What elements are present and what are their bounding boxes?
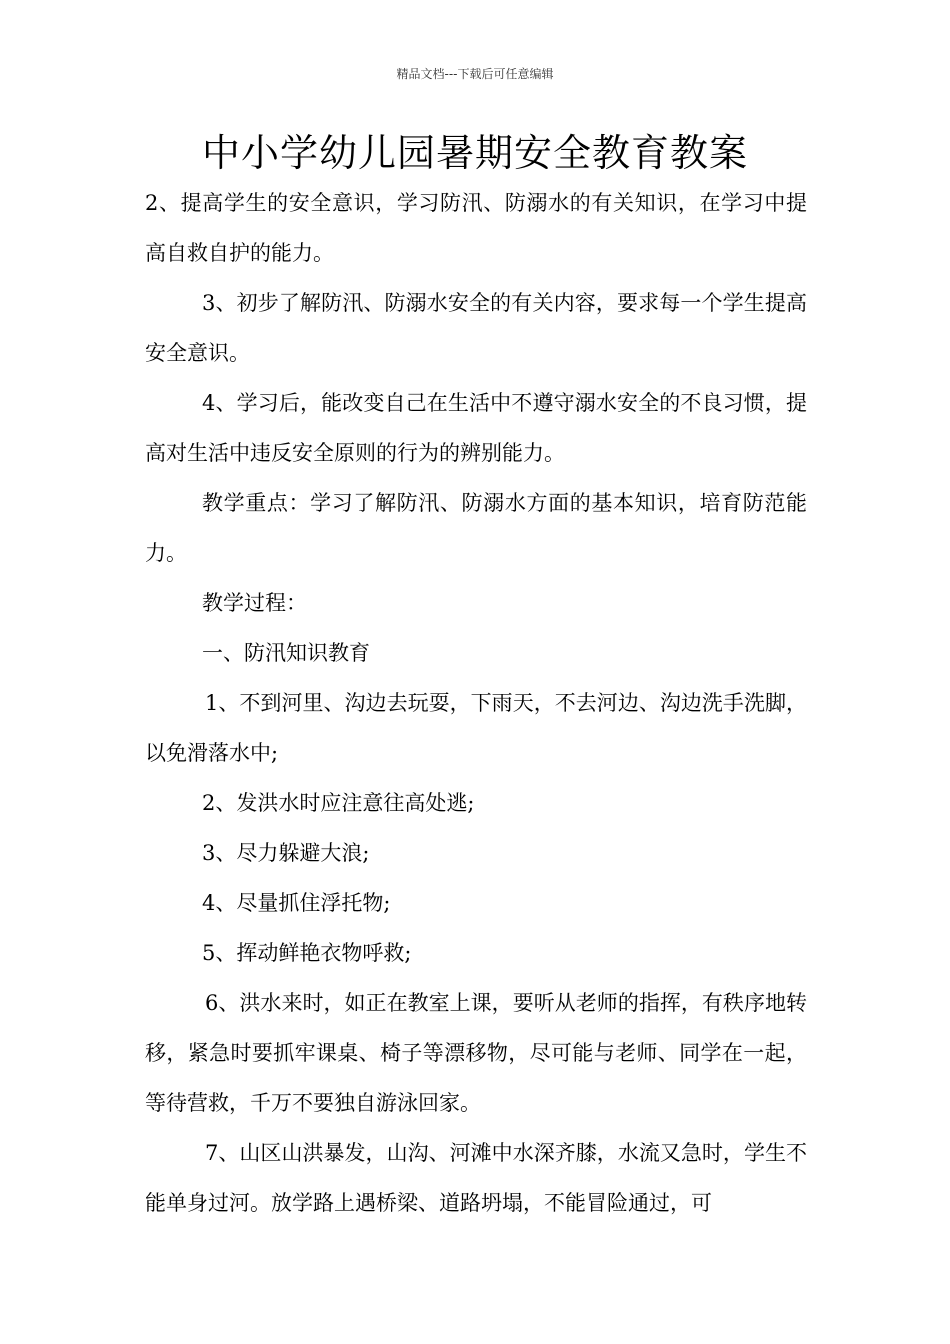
list-item: 3、尽力躲避大浪; — [202, 841, 370, 865]
paragraph: 4、学习后，能改变自己在生活中不遵守溺水安全的不良习惯，提高对生活中违反安全原则的行为的辨别能力。 — [145, 391, 807, 465]
list-item: 5、挥动鲜艳衣物呼救; — [202, 941, 412, 965]
paragraph: 教学过程： — [202, 591, 307, 615]
paragraph: 2、提高学生的安全意识，学习防汛、防溺水的有关知识，在学习中提高自救自护的能力。 — [145, 191, 807, 265]
list-item: 4、尽量抓住浮托物; — [202, 891, 391, 915]
section-heading: 一、防汛知识教育 — [202, 641, 370, 665]
header-note: 精品文档---下载后可任意编辑 — [396, 67, 554, 81]
list-item: 1、不到河里、沟边去玩耍，下雨天，不去河边、沟边洗手洗脚，以免滑落水中; — [145, 691, 807, 765]
list-item: 2、发洪水时应注意往高处逃; — [202, 791, 475, 815]
list-item: 6、洪水来时，如正在教室上课，要听从老师的指挥，有秩序地转移，紧急时要抓牢课桌、椅子等漂移物，尽可能与老师、同学在一起，等待营救，千万不要独自游泳回家。 — [145, 991, 807, 1115]
document-body — [145, 178, 807, 1228]
paragraph: 教学重点：学习了解防汛、防溺水方面的基本知识，培育防范能力。 — [145, 491, 807, 565]
list-item: 7、山区山洪暴发，山沟、河滩中水深齐膝，水流又急时，学生不能单身过河。放学路上遇桥梁、道路坍塌，不能冒险通过，可 — [145, 1141, 807, 1215]
page-title: 中小学幼儿园暑期安全教育教案 — [201, 131, 748, 175]
paragraph: 3、初步了解防汛、防溺水安全的有关内容，要求每一个学生提高安全意识。 — [145, 291, 807, 365]
